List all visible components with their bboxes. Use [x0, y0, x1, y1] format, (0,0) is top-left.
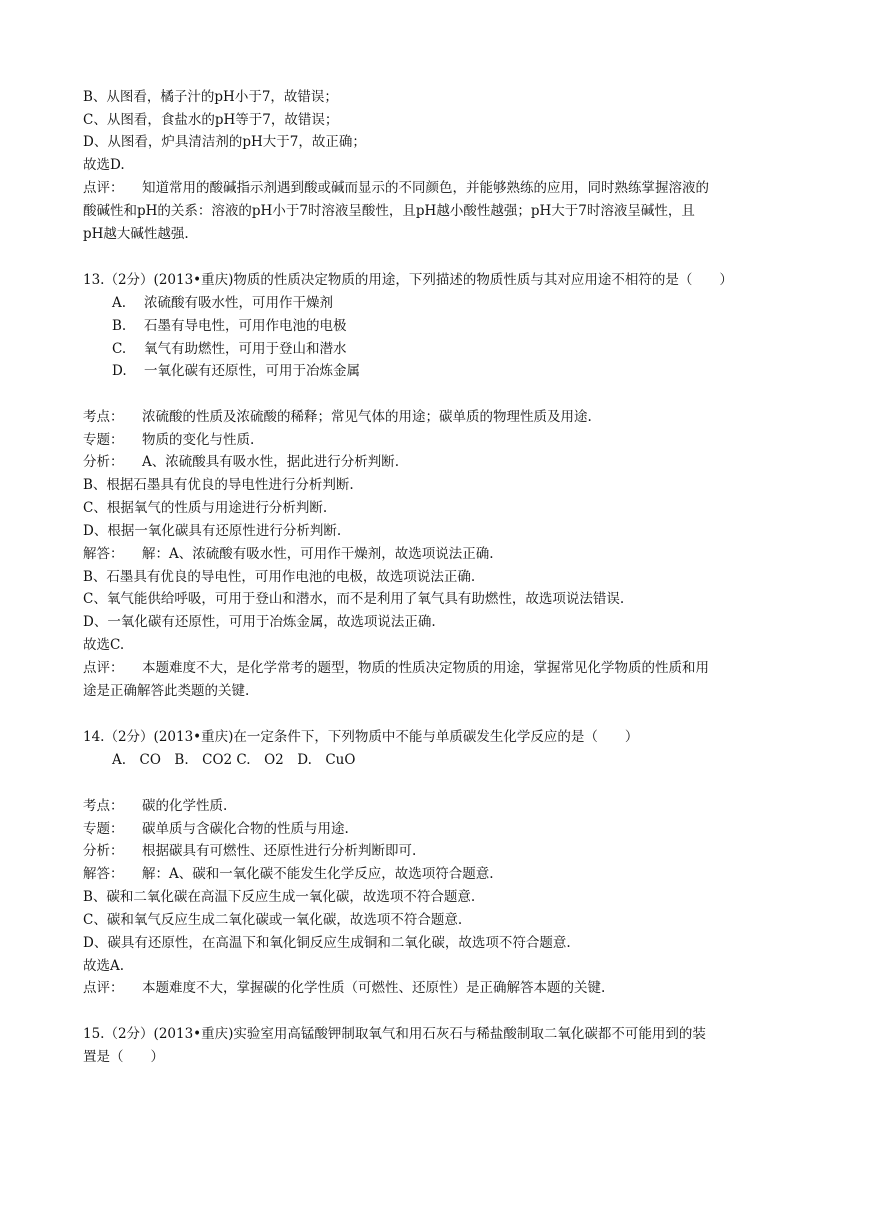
q15-stem: 15.（2分）(2013•重庆)实验室用高锰酸钾制取氧气和用石灰石与稀盐酸制取二氧化碳都不可能用到的装 — [83, 1026, 706, 1042]
option-key: A. — [112, 295, 127, 311]
option-text: 一氧化碳有还原性，可用于冶炼金属 — [144, 363, 360, 379]
q15-stem-line-2: 置是（ ） — [83, 1049, 164, 1065]
q13-comment-line-2: 途是正确解答此类题的关键. — [83, 683, 250, 699]
jieda-label: 解答： — [83, 546, 124, 562]
q14-stem: 14.（2分）(2013•重庆)在一定条件下，下列物质中不能与单质碳发生化学反应的是（ ） — [83, 729, 639, 745]
zhuanti-text: 碳单质与含碳化合物的性质与用途. — [142, 821, 349, 837]
comment-label: 点评： — [83, 660, 124, 676]
q13-zhuanti — [83, 431, 254, 449]
comment-text: 本题难度不大，掌握碳的化学性质（可燃性、还原性）是正确解答本题的关键. — [142, 980, 606, 996]
q13-option-b — [112, 317, 347, 335]
zhuanti-label: 专题： — [83, 432, 124, 448]
option-key: C. — [112, 341, 127, 357]
q14-zhuanti — [83, 820, 349, 838]
option-key: D. — [112, 363, 127, 379]
q12-comment-line-1: 知道常用的酸碱指示剂遇到酸或碱而显示的不同颜色，并能够熟练的应用，同时熟练掌握溶液的 — [142, 180, 709, 196]
q13-stem: 13.（2分）(2013•重庆)物质的性质决定物质的用途，下列描述的物质性质与其对应用途不相符的是（ ） — [83, 272, 733, 288]
jieda-text: 解：A、浓硫酸有吸水性，可用作干燥剂，故选项说法正确. — [142, 546, 494, 562]
q14-jieda-line-2: B、碳和二氧化碳在高温下反应生成一氧化碳，故选项不符合题意. — [83, 889, 476, 905]
q13-jieda-line-3: C、氧气能供给呼吸，可用于登山和潜水，而不是利用了氧气具有助燃性，故选项说法错误. — [83, 591, 625, 607]
q12-choice: 故选D. — [83, 157, 125, 173]
fenxi-label: 分析： — [83, 454, 124, 470]
option-text: 浓硫酸有吸水性，可用作干燥剂 — [144, 295, 333, 311]
q12-analysis-b: B、从图看，橘子汁的pH小于7，故错误； — [83, 89, 338, 105]
zhuanti-label: 专题： — [83, 821, 124, 837]
jieda-text: 解：A、碳和一氧化碳不能发生化学反应，故选项符合题意. — [142, 866, 494, 882]
q13-jieda-line-4: D、一氧化碳有还原性，可用于冶炼金属，故选项说法正确. — [83, 614, 436, 630]
q12-comment-line-2: 酸碱性和pH的关系：溶液的pH小于7时溶液呈酸性，且pH越小酸性越强；pH大于7时溶液呈碱性，且 — [83, 203, 695, 219]
kaodian-label: 考点： — [83, 798, 124, 814]
fenxi-label: 分析： — [83, 843, 124, 859]
kaodian-text: 碳的化学性质. — [142, 798, 228, 814]
fenxi-text: 根据碳具有可燃性、还原性进行分析判断即可. — [142, 843, 417, 859]
kaodian-label: 考点： — [83, 409, 124, 425]
comment-label: 点评： — [83, 180, 124, 196]
q14-jieda-line-3: C、碳和氧气反应生成二氧化碳或一氧化碳，故选项不符合题意. — [83, 912, 463, 928]
q14-options: A. CO B. CO2 C. O2 D. CuO — [112, 752, 356, 768]
q14-jieda — [83, 865, 494, 883]
q13-option-c — [112, 340, 347, 358]
q13-option-d — [112, 362, 360, 380]
q12-analysis-d: D、从图看，炉具清洁剂的pH大于7，故正确； — [83, 134, 366, 150]
q12-analysis-c: C、从图看，食盐水的pH等于7，故错误； — [83, 112, 339, 128]
q13-jieda-line-2: B、石墨具有优良的导电性，可用作电池的电极，故选项说法正确. — [83, 569, 476, 585]
q13-choice: 故选C. — [83, 637, 125, 653]
q13-fenxi — [83, 453, 399, 471]
q14-jieda-line-4: D、碳具有还原性，在高温下和氧化铜反应生成铜和二氧化碳，故选项不符合题意. — [83, 935, 571, 951]
q14-choice: 故选A. — [83, 958, 125, 974]
option-text: 石墨有导电性，可用作电池的电极 — [144, 318, 347, 334]
q13-fenxi-line-2: B、根据石墨具有优良的导电性进行分析判断. — [83, 477, 354, 493]
q14-fenxi — [83, 842, 416, 860]
q13-comment — [83, 659, 709, 677]
q13-jieda — [83, 545, 494, 563]
q12-comment-line-3: pH越大碱性越强. — [83, 226, 189, 242]
comment-text: 本题难度不大，是化学常考的题型，物质的性质决定物质的用途，掌握常见化学物质的性质和用 — [142, 660, 709, 676]
kaodian-text: 浓硫酸的性质及浓硫酸的稀释；常见气体的用途；碳单质的物理性质及用途. — [142, 409, 592, 425]
comment-label: 点评： — [83, 980, 124, 996]
q14-comment — [83, 979, 605, 997]
q13-fenxi-line-3: C、根据氧气的性质与用途进行分析判断. — [83, 500, 328, 516]
q14-kaodian — [83, 797, 227, 815]
option-key: B. — [112, 318, 127, 334]
q13-option-a — [112, 294, 333, 312]
q13-fenxi-line-4: D、根据一氧化碳具有还原性进行分析判断. — [83, 523, 342, 539]
zhuanti-text: 物质的变化与性质. — [142, 432, 255, 448]
jieda-label: 解答： — [83, 866, 124, 882]
option-text: 氧气有助燃性，可用于登山和潜水 — [144, 341, 347, 357]
q13-kaodian — [83, 408, 592, 426]
fenxi-text: A、浓硫酸具有吸水性，据此进行分析判断. — [142, 454, 400, 470]
q12-comment — [83, 179, 709, 197]
